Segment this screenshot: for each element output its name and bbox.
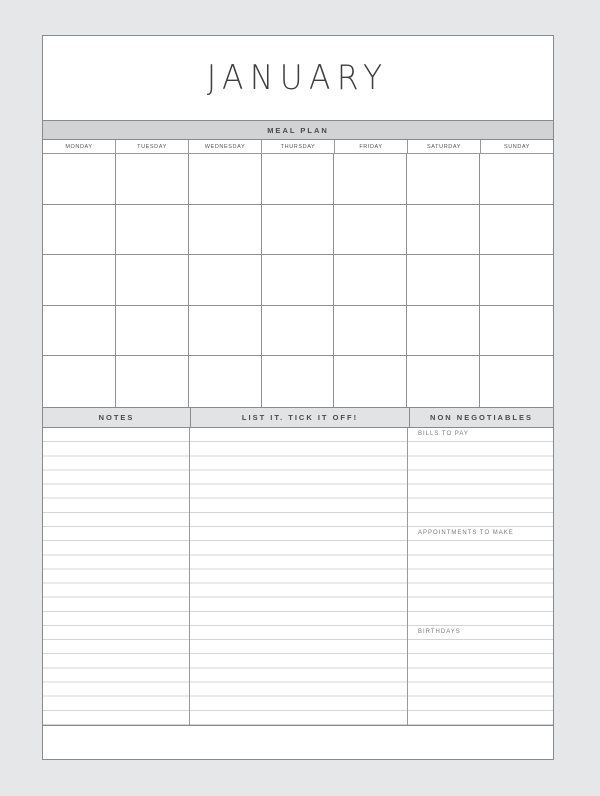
meal-cell[interactable]	[480, 306, 553, 357]
meal-cell[interactable]	[407, 306, 480, 357]
meal-cell[interactable]	[116, 255, 189, 306]
day-wednesday: WEDNESDAY	[189, 140, 262, 153]
meal-cell[interactable]	[262, 205, 335, 256]
birthdays-label: BIRTHDAYS	[418, 629, 461, 635]
meal-cell[interactable]	[334, 356, 407, 407]
meal-cell[interactable]	[480, 154, 553, 205]
day-saturday: SATURDAY	[408, 140, 481, 153]
meal-cell[interactable]	[262, 306, 335, 357]
meal-cell[interactable]	[189, 356, 262, 407]
day-thursday: THURSDAY	[262, 140, 335, 153]
bills-to-pay-label: BILLS TO PAY	[418, 431, 469, 437]
meal-cell[interactable]	[116, 356, 189, 407]
footer-blank-area	[43, 726, 553, 759]
meal-plan-grid	[43, 154, 553, 407]
month-title	[43, 36, 553, 120]
meal-cell[interactable]	[480, 356, 553, 407]
day-monday: MONDAY	[43, 140, 116, 153]
weekday-header-row	[43, 140, 553, 154]
meal-cell[interactable]	[189, 154, 262, 205]
appointments-label: APPOINTMENTS TO MAKE	[418, 530, 514, 536]
meal-cell[interactable]	[43, 255, 116, 306]
meal-cell[interactable]	[334, 154, 407, 205]
meal-cell[interactable]	[43, 154, 116, 205]
planner-page	[42, 35, 554, 760]
meal-cell[interactable]	[262, 255, 335, 306]
list-header: LIST IT. TICK IT OFF!	[191, 408, 410, 427]
meal-cell[interactable]	[407, 255, 480, 306]
meal-cell[interactable]	[116, 154, 189, 205]
meal-cell[interactable]	[116, 306, 189, 357]
section-header-bar	[43, 407, 553, 428]
day-sunday: SUNDAY	[503, 143, 531, 150]
meal-cell[interactable]	[189, 205, 262, 256]
meal-cell[interactable]	[43, 306, 116, 357]
meal-plan-label: MEAL PLAN	[267, 125, 329, 135]
non-negotiables-header: NON NEGOTIABLES	[430, 413, 533, 422]
meal-cell[interactable]	[407, 356, 480, 407]
meal-cell[interactable]	[480, 255, 553, 306]
month-title-text: JANUARY	[207, 58, 389, 98]
meal-cell[interactable]	[189, 306, 262, 357]
meal-cell[interactable]	[480, 205, 553, 256]
meal-cell[interactable]	[334, 255, 407, 306]
meal-cell[interactable]	[334, 306, 407, 357]
notes-header: NOTES	[43, 408, 191, 427]
meal-cell[interactable]	[43, 356, 116, 407]
meal-cell[interactable]	[334, 205, 407, 256]
meal-cell[interactable]	[116, 205, 189, 256]
non-negotiables-area[interactable]	[408, 428, 553, 725]
todo-list-area[interactable]	[190, 428, 408, 725]
meal-cell[interactable]	[407, 205, 480, 256]
meal-plan-header	[43, 120, 553, 140]
meal-cell[interactable]	[43, 205, 116, 256]
meal-cell[interactable]	[407, 154, 480, 205]
meal-cell[interactable]	[262, 154, 335, 205]
day-tuesday: TUESDAY	[116, 140, 189, 153]
meal-cell[interactable]	[262, 356, 335, 407]
day-friday: FRIDAY	[335, 140, 408, 153]
meal-cell[interactable]	[189, 255, 262, 306]
notes-area[interactable]	[43, 428, 190, 725]
